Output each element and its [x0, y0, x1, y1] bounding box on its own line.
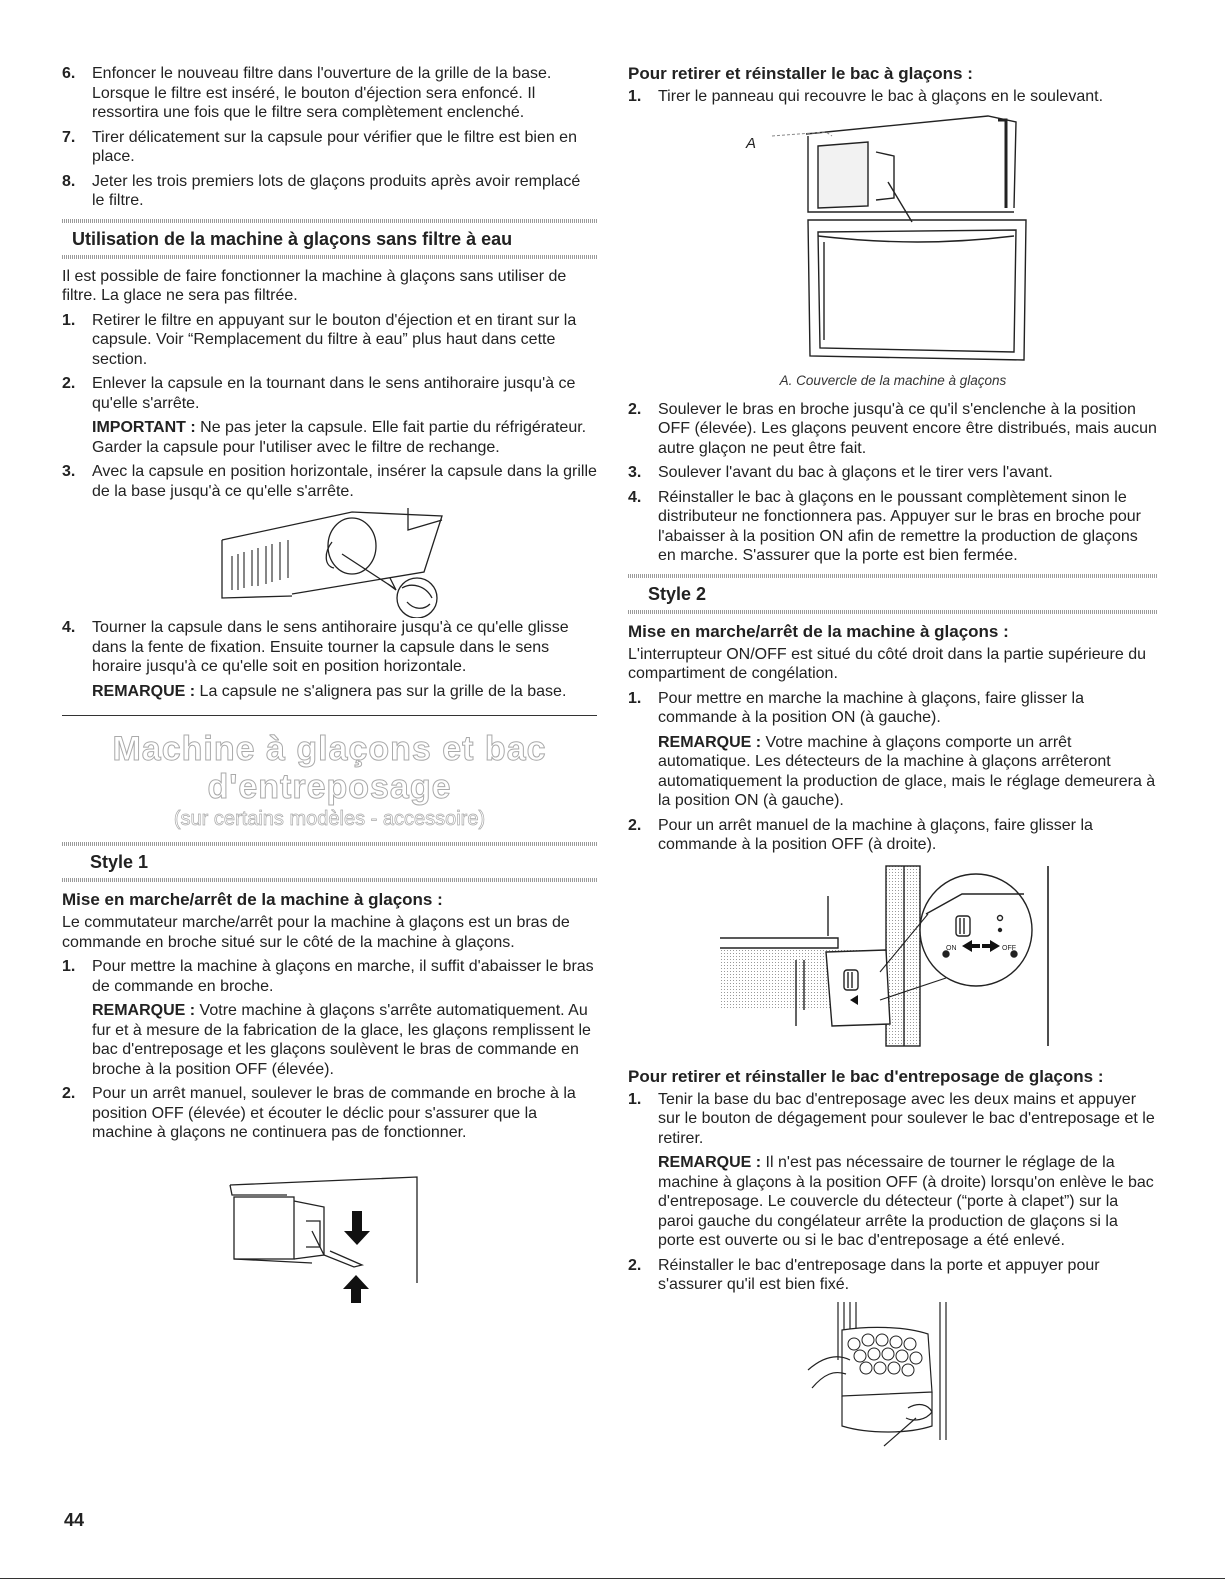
list-item: 2. Enlever la capsule en la tournant dans le sens antihoraire jusqu'à ce qu'elle s'arrête. IMPORTANT : Ne pas jeter la capsule. Elle fait partie du réfrigérateur. Garder la capsule pour l'utiliser avec le filtre de rechange. — [62, 374, 597, 457]
remove-bin-steps-list — [628, 87, 1158, 107]
figure-label-a: A — [746, 134, 757, 152]
left-column — [62, 64, 597, 1323]
list-item: 4. Réinstaller le bac à glaçons en le poussant complètement sinon le distributeur ne fonctionnera pas. Appuyer sur le bras en broche pour l'abaisser à la position ON afin de remettre la production de glaçons en marche. S'assurer que la porte est bien fermée. — [628, 488, 1141, 564]
section-subtitle: (sur certains modèles - accessoire) — [173, 808, 486, 830]
section-title-block — [62, 716, 597, 842]
list-item: 3. Soulever l'avant du bac à glaçons et le tirer vers l'avant. — [628, 464, 1053, 481]
section-title-line-1: Machine à glaçons et bac — [112, 730, 547, 768]
right-column — [628, 64, 1158, 1450]
footer-rule — [0, 1578, 1225, 1579]
remark-note: REMARQUE : Votre machine à glaçons comporte un arrêt automatique. Les détecteurs de la machine à glaçons arrêteront automatiquement la production de glace, mais le réglage demeurera à la position ON (à gauche). — [658, 733, 1156, 809]
style2-subheading: Mise en marche/arrêt de la machine à glaçons : — [628, 621, 1009, 641]
storage-bin-illustration — [628, 1300, 1158, 1450]
list-item: 8. Jeter les trois premiers lots de glaçons produits après avoir remplacé le filtre. — [62, 172, 581, 209]
figure-caption: A. Couvercle de la machine à glaçons — [779, 372, 1007, 388]
ice-bin-cover-illustration — [628, 112, 1158, 367]
style1-intro: Le commutateur marche/arrêt pour la machine à glaçons est un bras de commande en broche situé sur le côté de la machine à glaçons. — [62, 914, 570, 951]
list-item: 4. Tourner la capsule dans le sens antihoraire jusqu'à ce qu'elle glisse dans la fente de fixation. Ensuite tourner la capsule dans le sens horaire jusqu'à ce qu'elle soit en position horizontale. REMARQUE : La capsule ne s'alignera pas sur la grille de la base. — [62, 618, 597, 701]
list-item: 1. Tirer le panneau qui recouvre le bac à glaçons en le soulevant. — [628, 88, 1104, 105]
style1-steps-list — [62, 957, 597, 1143]
no-filter-heading: Utilisation de la machine à glaçons sans filtre à eau — [72, 228, 513, 249]
list-item: 1. Pour mettre la machine à glaçons en marche, il suffit d'abaisser le bras de commande en broche. REMARQUE : Votre machine à glaçons s'arrête automatiquement. Au fur et à mesure de la fabrication de la glace, les glaçons remplissent le bac d'entreposage et les glaçons soulèvent le bras de commande en broche à la position OFF (élevée). — [62, 957, 597, 1079]
remark-note: REMARQUE : Il n'est pas nécessaire de tourner le réglage de la machine à glaçons à la position OFF (à droite) lorsqu'on enlève le bac d'entreposage. Le couvercle du détecteur (“porte à clapet”) sur la paroi gauche du congélateur arrête la production de glaçons si la porte est ouverte ou si le bac d'entreposage a été enlevé. — [658, 1154, 1154, 1249]
filter-steps-list — [62, 64, 597, 211]
remark-note: REMARQUE : Votre machine à glaçons s'arrête automatiquement. Au fur et à mesure de la fabrication de la glace, les glaçons remplissent le bac d'entreposage et les glaçons soulèvent le bras de commande en broche à la position OFF (élevée). — [92, 1002, 591, 1078]
switch-off-label: OFF — [1002, 944, 1016, 952]
storage-bin-steps-list — [628, 1090, 1158, 1295]
list-item: 3. Avec la capsule en position horizontale, insérer la capsule dans la grille de la base jusqu'à ce qu'elle s'arrête. — [62, 463, 597, 500]
section-title-line-2: d'entreposage — [207, 768, 452, 806]
style2-intro: L'interrupteur ON/OFF est situé du côté droit dans la partie supérieure du compartiment de congélation. — [628, 645, 1146, 682]
style2-steps-list — [628, 689, 1158, 855]
filter-cap-illustration — [62, 506, 597, 618]
list-item: 1. Tenir la base du bac d'entreposage avec les deux mains et appuyer sur le bouton de dégagement pour soulever le bac d'entreposage et le retirer. REMARQUE : Il n'est pas nécessaire de tourner le réglage de la machine à glaçons à la position OFF (à droite) lorsqu'on enlève le bac d'entreposage. Le couvercle du détecteur (“porte à clapet”) sur la paroi gauche du congélateur arrête la production de glaçons si la porte est ouverte ou si le bac d'entreposage a été enlevé. — [628, 1090, 1158, 1251]
list-item: 2. Pour un arrêt manuel, soulever le bras de commande en broche à la position OFF (élevée) et écouter le déclic pour s'assurer que la machine à glaçons ne continuera pas de fonctionner. — [62, 1085, 576, 1141]
page-number: 44 — [64, 1510, 85, 1530]
style2-heading: Style 2 — [648, 583, 707, 604]
remove-bin-heading: Pour retirer et réinstaller le bac à glaçons : — [628, 64, 973, 83]
important-note: IMPORTANT : Ne pas jeter la capsule. Elle fait partie du réfrigérateur. Garder la capsule pour l'utiliser avec le filtre de rechange. — [92, 419, 587, 456]
no-filter-steps-list — [62, 311, 597, 502]
list-item: 2. Pour un arrêt manuel de la machine à glaçons, faire glisser la commande à la position OFF (à droite). — [628, 816, 1093, 853]
list-item: 2. Soulever le bras en broche jusqu'à ce qu'il s'enclenche à la position OFF (élevée). Les glaçons peuvent encore être distribués, mais aucun autre glaçon ne peut être fait. — [628, 400, 1157, 457]
list-item: 1. Pour mettre en marche la machine à glaçons, faire glisser la commande à la position ON (à gauche). REMARQUE : Votre machine à glaçons comporte un arrêt automatique. Les détecteurs de la machine à glaçons arrêteront automatiquement la production de glace, mais le réglage demeurera à la position ON (à gauche). — [628, 689, 1158, 811]
dotted-rule — [62, 878, 597, 882]
no-filter-intro: Il est possible de faire fonctionner la machine à glaçons sans utiliser de filtre. La glace ne sera pas filtrée. — [62, 267, 567, 304]
style1-heading: Style 1 — [90, 852, 149, 872]
list-item: 1. Retirer le filtre en appuyant sur le bouton d'éjection et en tirant sur la capsule. Voir “Remplacement du filtre à eau” plus haut dans cette section. — [62, 311, 577, 368]
on-off-switch-illustration — [628, 860, 1158, 1055]
storage-bin-heading: Pour retirer et réinstaller le bac d'entreposage de glaçons : — [628, 1066, 1104, 1086]
no-filter-steps-list-cont — [62, 618, 597, 701]
style1-subheading: Mise en marche/arrêt de la machine à glaçons : — [62, 890, 443, 909]
dotted-rule — [62, 255, 597, 259]
switch-on-label: ON — [946, 944, 957, 952]
ice-maker-arm-illustration — [62, 1163, 597, 1323]
remark-note: REMARQUE : La capsule ne s'alignera pas sur la grille de la base. — [92, 682, 567, 700]
list-item: 6. Enfoncer le nouveau filtre dans l'ouverture de la grille de la base. Lorsque le filtre est inséré, le bouton d'éjection sera enfoncé. Il ressortira une fois que le filtre sera complètement enclenché. — [62, 65, 552, 121]
list-item: 2. Réinstaller le bac d'entreposage dans la porte et appuyer pour s'assurer qu'il est bien fixé. — [628, 1256, 1100, 1293]
dotted-rule — [628, 610, 1158, 614]
remove-bin-steps-list-cont — [628, 400, 1158, 566]
list-item: 7. Tirer délicatement sur la capsule pour vérifier que le filtre est bien en place. — [62, 128, 577, 165]
